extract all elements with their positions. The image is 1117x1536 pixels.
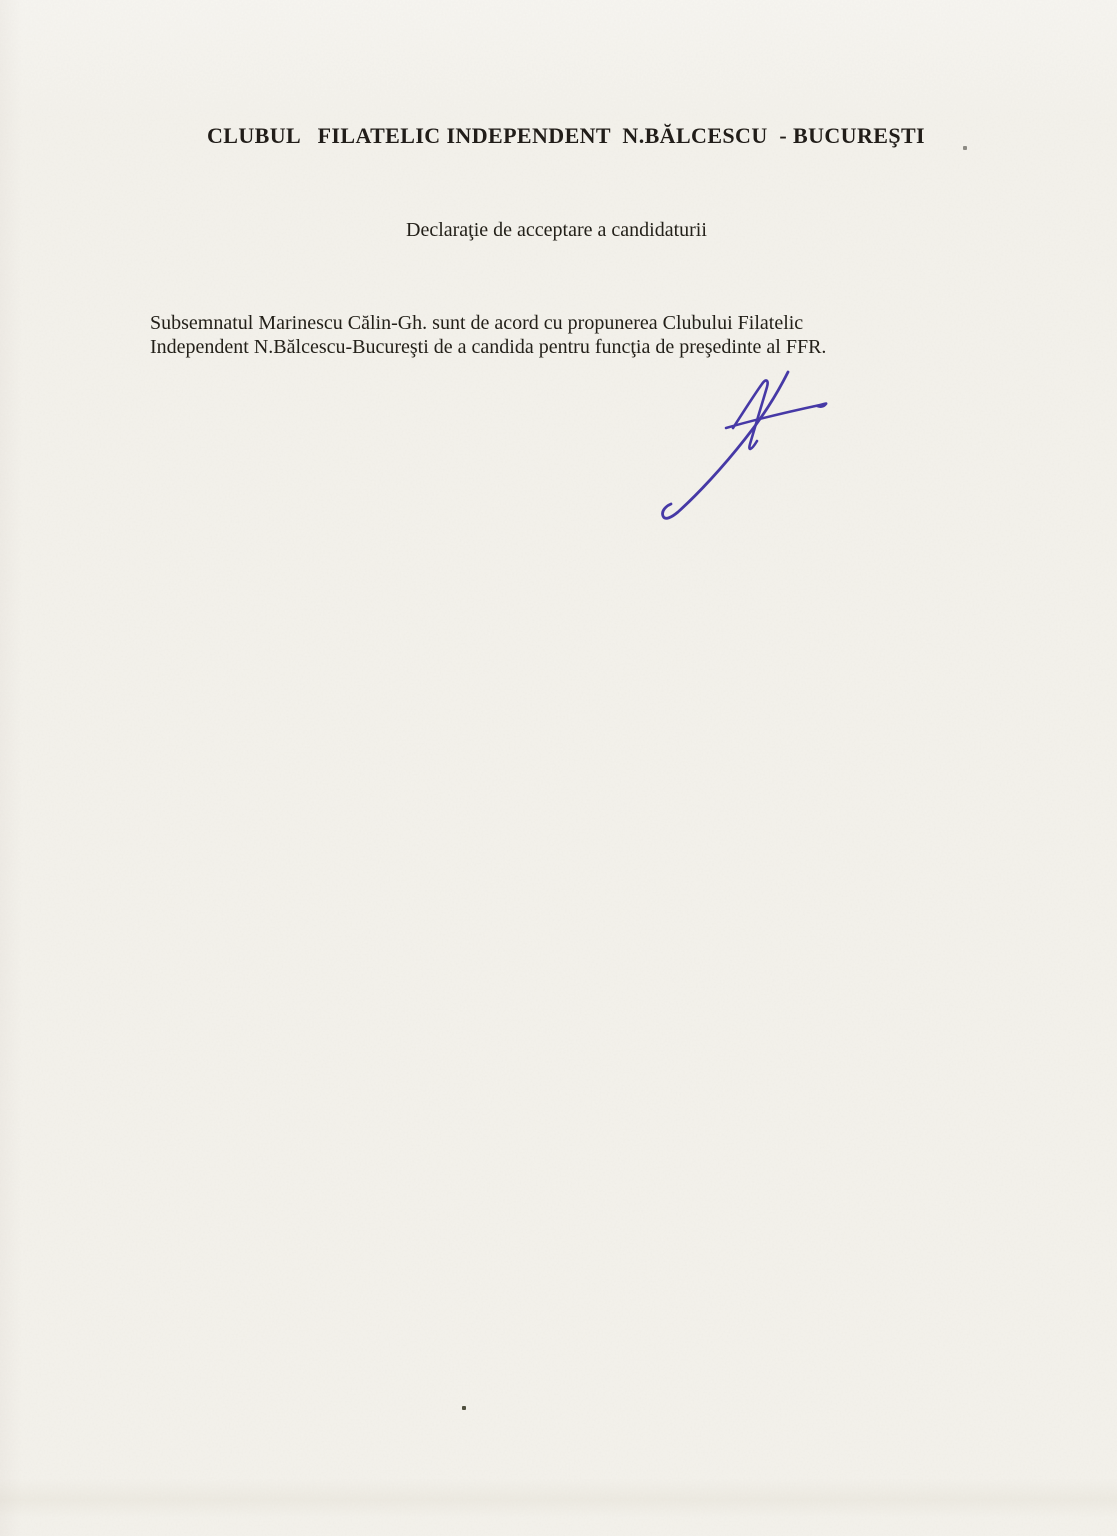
signature-stroke-diagonal	[663, 372, 788, 518]
body-line-1: Subsemnatul Marinescu Călin-Gh. sunt de acord cu propunerea Clubului Filatelic	[150, 312, 804, 334]
scan-edge-shading	[0, 1478, 1117, 1518]
document-title: CLUBUL FILATELIC INDEPENDENT N.BĂLCESCU - BUCUREŞTI	[207, 123, 925, 148]
scan-speck	[462, 1406, 466, 1410]
handwritten-signature	[650, 360, 850, 525]
document-subtitle: Declaraţie de acceptare a candidaturii	[406, 219, 707, 241]
body-line-2: Independent N.Bălcescu-Bucureşti de a candida pentru funcţia de preşedinte al FFR.	[150, 335, 827, 358]
scan-speck	[963, 146, 967, 150]
document-body	[150, 312, 890, 359]
